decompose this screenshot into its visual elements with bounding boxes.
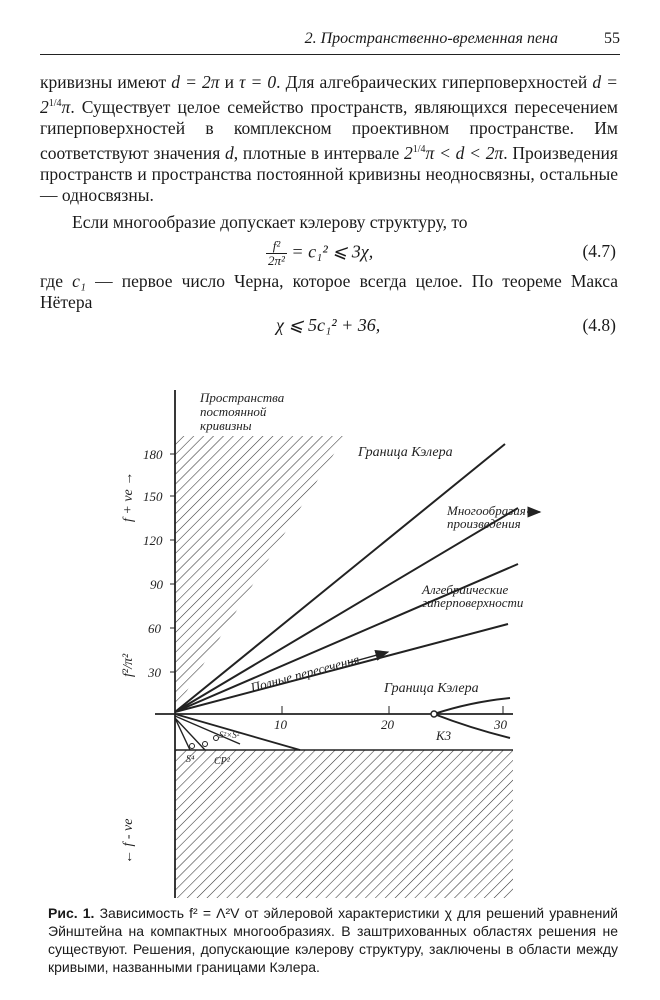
y-tick-60: 60 [148, 621, 161, 636]
inline-math: d = 2π [171, 72, 220, 92]
y-tick-30: 30 [148, 665, 161, 680]
body-text [40, 72, 618, 343]
label-const-curv-1: Пространства [200, 390, 285, 405]
fraction-denominator: 2π² [268, 252, 285, 268]
caption-label: Рис. 1. [48, 905, 95, 921]
caption-text: Зависимость f² = Λ²V от эйлеровой характеристики χ для решений уравнений Эйнштейна на компактных многообразиях. В заштрихованных областях решения не существуют. Решения, допускающие кэлерову структуру, заключены в области между кривыми, названными границами Кэлера. [48, 905, 618, 975]
eq-4-7-rhs: = c₁² ⩽ 3χ, [291, 241, 374, 262]
label-algebraic-2: гиперповерхности [422, 595, 524, 610]
label-kahler-lower: Граница Кэлера [384, 681, 479, 696]
eq-4-7-number: (4.7) [582, 240, 616, 261]
label-const-curv-2: постоянной [200, 404, 267, 419]
inline-math: π [61, 96, 71, 117]
y-tick-180: 180 [143, 447, 163, 462]
x-tick-20: 20 [381, 717, 394, 732]
label-s2s2: S²×S² [219, 730, 240, 740]
label-intersections: Полные пересечения [248, 651, 362, 695]
label-algebraic-1: Алгебраические [422, 582, 509, 597]
fraction-numerator: f² [266, 239, 287, 254]
equation-4-8 [40, 313, 618, 343]
text-run: кривизны имеют [40, 72, 172, 92]
inline-math: d = 2 [40, 72, 618, 117]
y-ticks [143, 447, 175, 680]
running-title: 2. Пространственно-временная пена [304, 30, 558, 47]
page-number: 55 [604, 30, 620, 47]
text-run: . Существует целое семейство пространств, являющихся пересечением гиперповерхностей в комплексном проективном пространстве. Им соответствуют значения [40, 96, 618, 163]
label-kahler-upper: Граница Кэлера [358, 445, 453, 460]
inline-math: τ = 0 [239, 72, 277, 92]
label-cp2: CP² [214, 756, 230, 767]
text-run: , плотные в интервале [233, 142, 404, 163]
inline-math: π < d < 2π [425, 142, 504, 163]
cp2-point [203, 742, 208, 747]
y-tick-90: 90 [150, 577, 163, 592]
s4-point [190, 744, 195, 749]
neg-line-4 [175, 718, 190, 750]
k3-point [431, 711, 437, 717]
hatched-region-lower [175, 750, 513, 898]
eq-4-8-formula: χ ⩽ 5c₁² + 36, [276, 314, 381, 335]
inline-math-sup: 1/4 [412, 143, 426, 155]
figure-diagram [0, 372, 660, 902]
label-products-1: Многообразия - [447, 503, 534, 518]
y-tick-150: 150 [143, 489, 163, 504]
paragraph-2: Если многообразие допускает кэлерову структуру, то [72, 211, 468, 232]
text-run: . Произведения пространств и пространства постоянной кривизны неодносвязны, остальные — односвязны. [40, 142, 618, 205]
x-tick-30: 30 [494, 717, 507, 732]
label-products-2: произведения [447, 516, 521, 531]
figure-caption [48, 904, 618, 976]
inline-math: 2 [404, 142, 413, 163]
inline-math: c₁ [72, 270, 86, 291]
kahler-boundary-lower-curve [434, 698, 510, 714]
paragraph-3 [40, 271, 618, 313]
text-run: . Для алгебраических гиперповерхностей [276, 72, 593, 92]
y-axis-label-upper: f + ve → [121, 471, 136, 522]
y-axis-label-lower: ← f - ve [121, 818, 136, 864]
figure-1 [0, 372, 660, 902]
text-run: и [219, 72, 240, 92]
inline-math: d [225, 142, 234, 163]
paragraph-1 [40, 72, 618, 206]
label-const-curv-3: кривизны [200, 418, 252, 433]
page-header [40, 28, 620, 55]
x-tick-10: 10 [274, 717, 287, 732]
s2s2-point [214, 736, 219, 741]
text-run: где [40, 270, 73, 291]
text-run: — первое число Черна, которое всегда целое. По теореме Макса Нётера [40, 270, 618, 312]
y-axis-label-mid: f²/π² [121, 653, 136, 677]
y-tick-120: 120 [143, 533, 163, 548]
eq-4-8-number: (4.8) [582, 314, 616, 335]
label-k3: K3 [436, 728, 452, 743]
eq-4-7-fraction [266, 239, 287, 268]
label-s4: S⁴ [186, 754, 195, 765]
eq-4-7-formula [266, 239, 373, 268]
equation-4-7 [40, 233, 618, 271]
inline-math-sup: 1/4 [48, 98, 62, 109]
